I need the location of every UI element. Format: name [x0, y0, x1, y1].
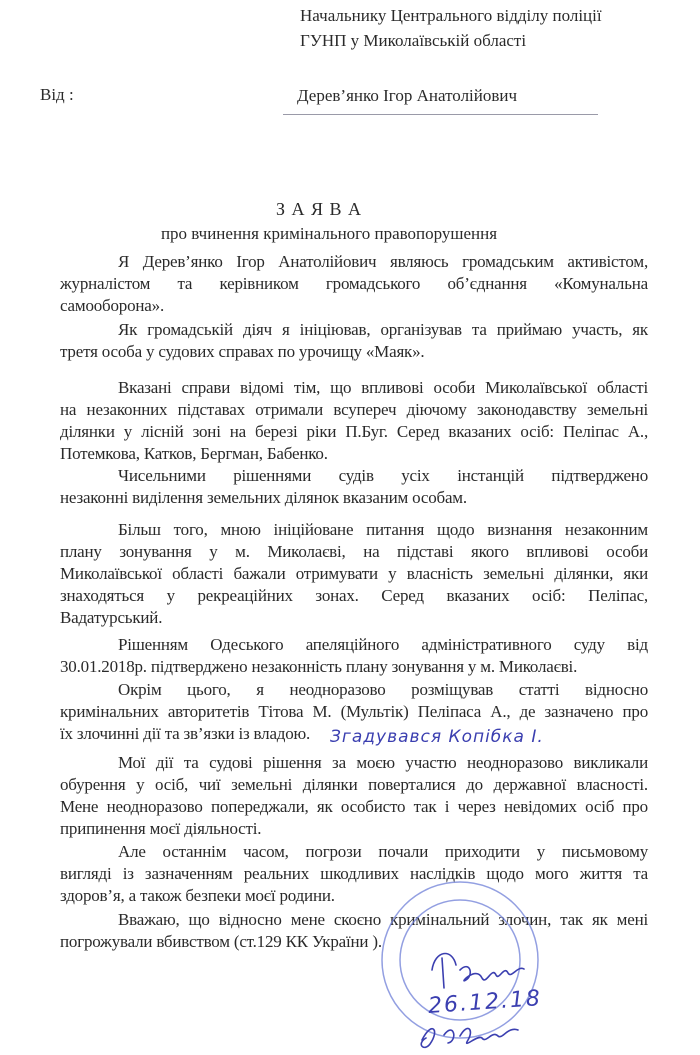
from-label: Від :: [40, 85, 74, 104]
paragraph-1-line: Я Дерев’янко Ігор Анатолійович являюсь громадським активістом,: [118, 252, 648, 271]
handwritten-annotation: Згадувався Копібка І.: [330, 727, 544, 747]
paragraph-1-line: журналістом та керівником громадського об’єднання «Комунальна: [60, 274, 648, 293]
paragraph-9-line: здоров’я, а також безпеки моєї родини.: [60, 886, 335, 905]
paragraph-4-line: незаконні виділення земельних ділянок вказаним особам.: [60, 488, 467, 507]
paragraph-2-line: третя особа у судових справах по урочищу «Маяк».: [60, 342, 425, 361]
paragraph-4-line: Чисельними рішеннями судів усіх інстанцій підтверджено: [118, 466, 648, 485]
paragraph-10-line: погрожували вбивством (ст.129 КК України ).: [60, 932, 382, 951]
document-subtitle: про вчинення кримінального правопорушення: [160, 224, 498, 243]
paragraph-2-line: Як громадській діяч я ініціював, організував та приймаю участь, як: [118, 320, 648, 339]
paragraph-7-line: їх злочинні дії та зв’язки із владою.: [60, 724, 311, 743]
recipient-line-1: Начальнику Центрального відділу поліції: [300, 6, 602, 25]
handwritten-date: 26.12.18: [427, 986, 543, 1019]
paragraph-5-line: Більш того, мною ініційоване питання щодо визнання незаконним: [118, 520, 648, 539]
paragraph-9-line: Але останнім часом, погрози почали приходити у письмовому: [118, 842, 648, 861]
paragraph-1-line: самооборона».: [60, 296, 164, 315]
paragraph-8-line: Мене неодноразово попереджали, як особисто так і через невідомих осіб про: [60, 797, 648, 816]
paragraph-8-line: Мої дії та судові рішення за моєю участю неодноразово викликали: [118, 753, 648, 772]
paragraph-5-line: плану зонування у м. Миколаєві, на підставі якого впливові особи: [60, 542, 648, 561]
paragraph-3-line: Потемкова, Катков, Бергман, Бабенко.: [60, 444, 328, 463]
paragraph-6-line: Рішенням Одеського апеляційного адміністративного суду від: [118, 635, 648, 654]
paragraph-3-line: на незаконних підставах отримали всупереч діючому законодавству земельні: [60, 400, 648, 419]
name-underline: [283, 114, 598, 115]
paragraph-5-line: Вадатурський.: [60, 608, 163, 627]
paragraph-6-line: 30.01.2018р. підтверджено незаконність плану зонування у м. Миколаєві.: [60, 657, 578, 676]
paragraph-3-line: ділянки у лісній зоні на березі ріки П.Буг. Серед вказаних осіб: Пеліпас А.,: [60, 422, 648, 441]
paragraph-8-line: обурення у осіб, чиї земельні ділянки поверталися до державної власності.: [60, 775, 648, 794]
paragraph-9-line: вигляді із зазначенням реальних шкодливих наслідків щодо мого життя та: [60, 864, 648, 883]
recipient-line-2: ГУНП у Миколаївській області: [300, 31, 527, 50]
paragraph-7-line: кримінальних авторитетів Тітова М. (Мультік) Пеліпаса А., де зазначено про: [60, 702, 648, 721]
from-name: Дерев’янко Ігор Анатолійович: [297, 86, 518, 105]
paragraph-7-line: Окрім цього, я неодноразово розміщував статті відносно: [118, 680, 648, 699]
document-title: З А Я В А: [275, 199, 363, 219]
paragraph-5-line: Миколаївської області бажали отримувати у власність земельні ділянки, яки: [60, 564, 648, 583]
paragraph-8-line: припинення моєї діяльності.: [60, 819, 262, 838]
paragraph-3-line: Вказані справи відомі тім, що впливові особи Миколаївської області: [118, 378, 648, 397]
paragraph-5-line: знаходяться у рекреаційних зонах. Серед вказаних осіб: Пеліпас,: [60, 586, 648, 605]
paragraph-10-line: Вважаю, що відносно мене скоєно кримінальний злочин, так як мені: [118, 910, 648, 929]
stamp-and-signature: [360, 870, 570, 1055]
